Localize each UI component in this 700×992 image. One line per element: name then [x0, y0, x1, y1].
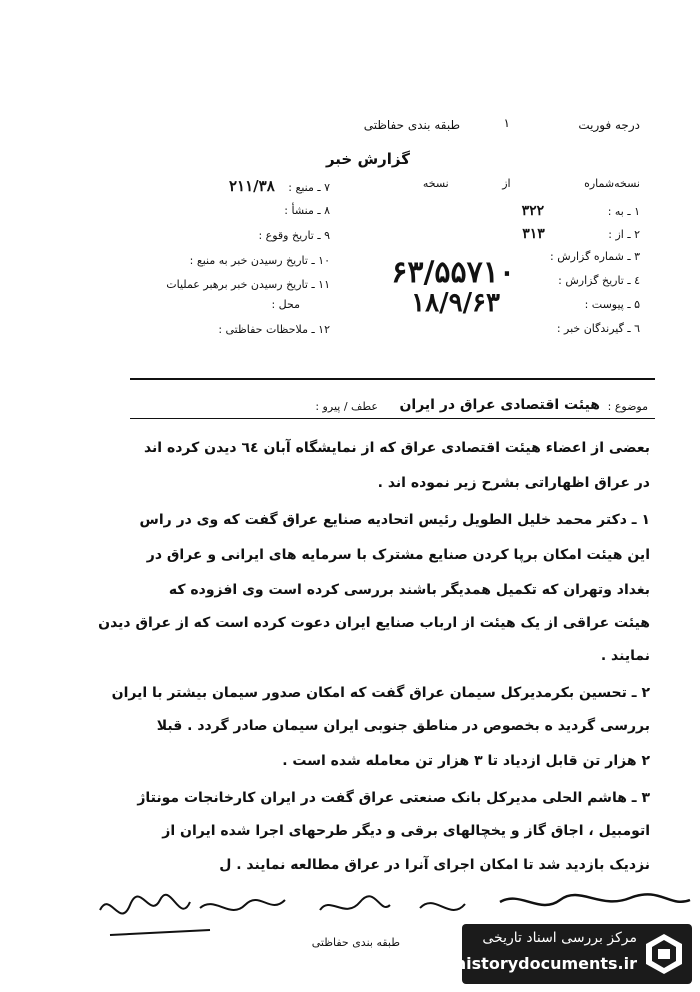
body-line-13: نزدیک بازدید شد تا امکان اجرای آنرا در عراق مطالعه نمایند . ل: [219, 857, 650, 873]
right-field-attachment: ۵ ـ پیوست :: [584, 298, 640, 311]
subject-value: هیئت اقتصادی عراق در ایران: [399, 397, 600, 413]
urgency-label: درجه فوریت: [578, 118, 640, 132]
urgency-number: ۱: [503, 116, 510, 130]
left-field-date-occurrence: ۹ ـ تاریخ وقوع :: [258, 229, 330, 242]
left-field-security-notes: ۱۲ ـ ملاحظات حفاظتی :: [218, 323, 330, 336]
body-line-3: ۱ ـ دکتر محمد خلیل الطویل رئیس اتحادیه صنایع عراق گفت که وی در راس: [139, 512, 650, 528]
body-line-5: بغداد وتهران که تکمیل همدیگر باشند بررسی کرده است وی افزوده که: [168, 582, 650, 598]
subject-label: موضوع :: [607, 400, 648, 413]
watermark-title: مرکز بررسی اسناد تاریخی: [482, 930, 637, 946]
report-title: گزارش خبر: [325, 150, 410, 168]
right-field-recipients: ٦ ـ گیرندگان خبر :: [556, 322, 640, 335]
right-field-report-number: ۳ ـ شماره گزارش :: [550, 250, 640, 263]
classification-label: طبقه بندی حفاظتی: [363, 118, 460, 132]
right-field-copy-number: نسخه‌شماره از نسخه: [422, 177, 640, 190]
body-line-2: در عراق اظهاراتی بشرح زیر نموده اند .: [377, 475, 650, 491]
watermark-url: historydocuments.ir: [454, 954, 637, 973]
header-divider: [130, 378, 655, 380]
body-line-11: ۳ ـ هاشم الحلی مدیرکل بانک صنعتی عراق گفت در ایران کارخانجات مونتاژ: [137, 790, 650, 806]
reference-label: عطف / پیرو :: [315, 400, 378, 413]
footer-classification-label: طبقه بندی حفاظتی: [311, 936, 400, 949]
body-line-6: هیئت عراقی از یک هیئت از ارباب صنایع ایران دعوت کرده است که از عراق دیدن: [98, 615, 650, 631]
right-field-report-date: ٤ ـ تاریخ گزارش :: [558, 274, 640, 287]
left-field-origin: ۸ ـ منشأ :: [284, 204, 330, 217]
body-line-9: بررسی گردید ه بخصوص در مناطق جنوبی ایران سیمان صادر گردد . قبلا: [156, 718, 650, 734]
body-line-10: ۲ هزار تن قابل ازدیاد تا ۳ هزار تن معامله شده است .: [282, 753, 650, 769]
body-line-7: نمایند .: [600, 648, 650, 664]
left-field-location: محل :: [271, 298, 300, 311]
subject-divider: [130, 418, 655, 419]
body-line-12: اتومبیل ، اجاق گاز و یخچالهای برقی و دیگر طرحهای اجرا شده ایران از: [162, 823, 650, 839]
body-line-4: این هیئت امکان برپا کردن صنایع مشترک با سرمایه های ایرانی و عراق در: [146, 547, 650, 563]
archive-logo-icon: [644, 932, 684, 976]
right-field-from: ۲ ـ از : ۳۱۳: [522, 226, 640, 242]
body-line-8: ۲ ـ تحسین بکرمدیرکل سیمان عراق گفت که امکان صدور سیمان بیشتر با ایران: [111, 685, 650, 701]
left-field-date-to-source: ۱۰ ـ تاریخ رسیدن خبر به منبع :: [189, 254, 330, 267]
body-line-1: بعضی از اعضاء هیئت اقتصادی عراق که از نمایشگاه آبان ٦٤ دیدن کرده اند: [143, 440, 650, 456]
handwritten-date: ۱۸/۹/۶۳: [411, 288, 500, 318]
right-field-to: ۱ ـ به : ۳۲۲: [521, 203, 640, 219]
left-field-source: ۷ ـ منبع : ۲۱۱/۳۸: [229, 177, 330, 195]
handwritten-number: ۶۳/۵۵۷۱۰: [391, 255, 515, 290]
watermark-stamp: [454, 924, 692, 984]
left-field-date-to-leader: ۱۱ ـ تاریخ رسیدن خبر برهبر عملیات: [166, 278, 330, 291]
